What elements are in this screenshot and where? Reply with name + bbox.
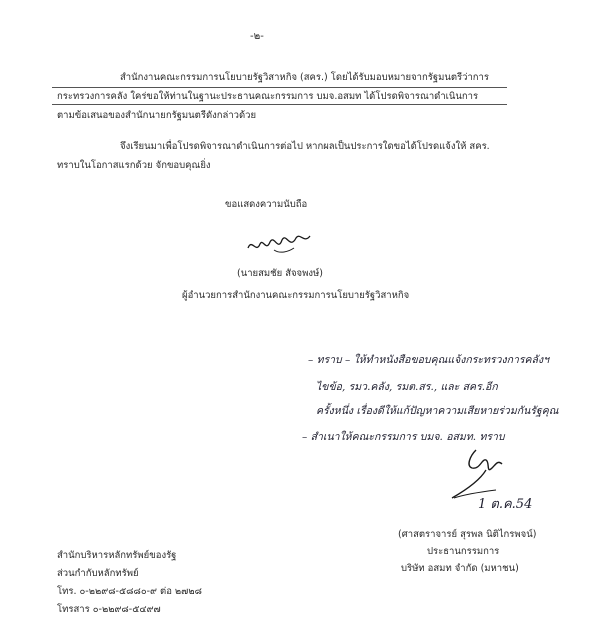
body-paragraph-1-line-3: ตามข้อเสนอของสำนักนายกรัฐมนตรีดังกล่าวด้วย	[57, 110, 257, 121]
body-paragraph-1-line-1: สำนักงานคณะกรรมการนโยบายรัฐวิสาหกิจ (สคร.) โดยได้รับมอบหมายจากรัฐมนตรีว่าการ	[120, 72, 489, 83]
footer-office: สำนักบริหารหลักทรัพย์ของรัฐ	[57, 550, 177, 561]
footer-telephone: โทร. ๐-๒๒๙๘-๕๘๘๐-๙ ต่อ ๒๗๒๘	[57, 586, 202, 597]
chair-company: บริษัท อสมท จำกัด (มหาชน)	[401, 563, 519, 574]
closing-salutation: ขอแสดงความนับถือ	[225, 199, 308, 210]
footer-fax: โทรสาร ๐-๒๒๙๘-๕๔๙๗	[57, 604, 161, 615]
handwritten-date: 1 ต.ค.54	[478, 497, 533, 512]
signer-position: ผู้อำนวยการสำนักงานคณะกรรมการนโยบายรัฐวิสาหกิจ	[182, 290, 410, 301]
signature-image	[244, 230, 314, 258]
chair-title: ประธานกรรมการ	[427, 546, 500, 557]
highlight-rule-bottom	[52, 104, 507, 105]
handwritten-note-line-1: – ทราบ – ให้ทำหนังสือขอบคุณแจ้งกระทรวงการคลังฯ	[308, 354, 549, 366]
handwritten-note-line-4: – สำเนาให้คณะกรรมการ บมจ. อสมท. ทราบ	[302, 431, 505, 443]
chair-name: (ศาสตราจารย์ สุรพล นิติไกรพจน์)	[398, 529, 537, 540]
handwritten-note-line-3: ครั้งหนึ่ง เรื่องดีให้แก้ปัญหาความเสียหายร่วมกันรัฐคุณ	[316, 405, 559, 417]
signer-name: (นายสมชัย สัจจพงษ์)	[237, 268, 323, 279]
page-number: -๒-	[250, 31, 264, 42]
handwritten-note-line-2: ไขข้อ, รมว.คลัง, รมต.สร., และ สคร.อีก	[316, 381, 498, 393]
body-paragraph-1-line-2: กระทรวงการคลัง ใคร่ขอให้ท่านในฐานะประธานคณะกรรมการ บมจ.อสมท ได้โปรดพิจารณาดำเนินการ	[57, 91, 479, 102]
body-paragraph-2-line-2: ทราบในโอกาสแรกด้วย จักขอบคุณยิ่ง	[57, 160, 211, 171]
footer-division: ส่วนกำกับหลักทรัพย์	[57, 568, 139, 579]
body-paragraph-2-line-1: จึงเรียนมาเพื่อโปรดพิจารณาดำเนินการต่อไป หากผลเป็นประการใดขอได้โปรดแจ้งให้ สคร.	[120, 141, 490, 152]
highlight-rule-top	[52, 87, 507, 88]
